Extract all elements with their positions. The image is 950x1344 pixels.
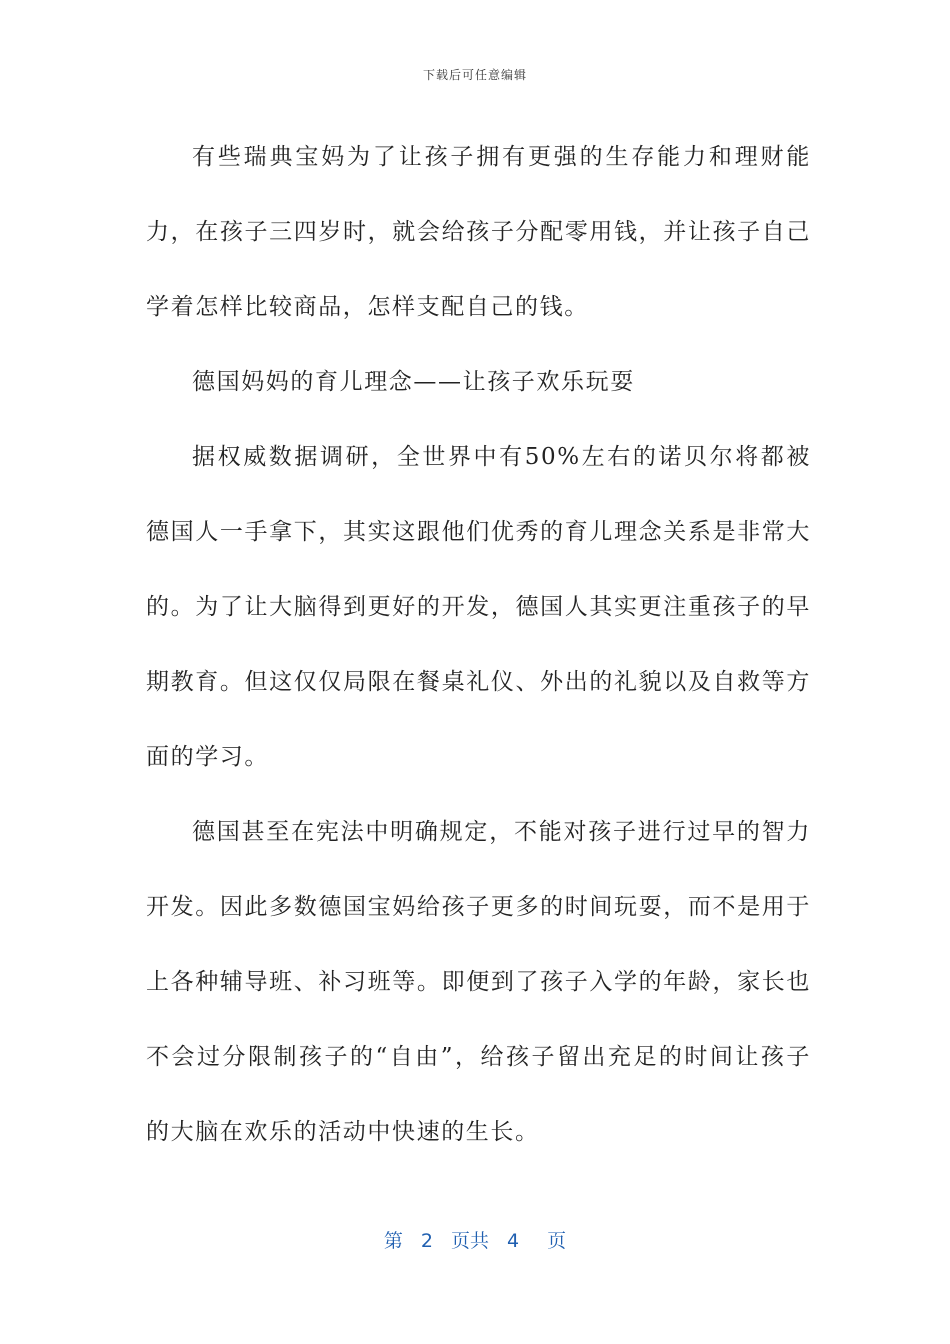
current-page-number: 2 — [420, 1230, 433, 1252]
paragraph-sweden-money: 有些瑞典宝妈为了让孩子拥有更强的生存能力和理财能力，在孩子三四岁时，就会给孩子分配零用钱，并让孩子自己学着怎样比较商品，怎样支配自己的钱。 — [146, 144, 811, 320]
page-number-footer — [0, 1226, 950, 1253]
paragraph-germany-constitution: 德国甚至在宪法中明确规定，不能对孩子进行过早的智力开发。因此多数德国宝妈给孩子更多的时间玩耍，而不是用于上各种辅导班、补习班等。即便到了孩子入学的年龄，家长也不会过分限制孩子的“自由”，给孩子留出充足的时间让孩子的大脑在欢乐的活动中快速的生长。 — [146, 819, 811, 1145]
footer-prefix: 第 — [383, 1230, 403, 1252]
footer-suffix: 页 — [547, 1230, 567, 1252]
document-body — [146, 120, 811, 1170]
total-pages-number: 4 — [507, 1230, 520, 1252]
paragraph-nobel-statistics: 据权威数据调研，全世界中有50%左右的诺贝尔将都被德国人一手拿下，其实这跟他们优秀的育儿理念关系是非常大的。为了让大脑得到更好的开发，德国人其实更注重孩子的早期教育。但这仅仅局限在餐桌礼仪、外出的礼貌以及自救等方面的学习。 — [146, 444, 811, 770]
section-heading-germany: 德国妈妈的育儿理念——让孩子欢乐玩耍 — [192, 369, 635, 395]
page-header: 下载后可任意编辑 — [422, 68, 527, 82]
footer-middle: 页共 — [450, 1230, 489, 1252]
